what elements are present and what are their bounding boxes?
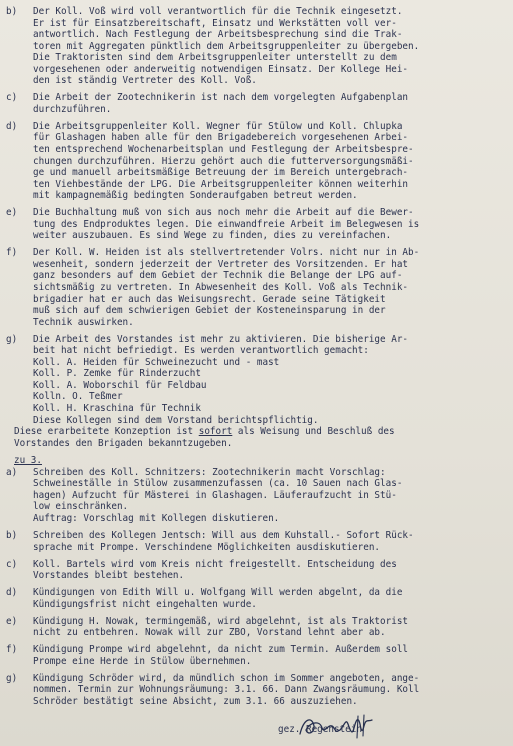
item-3d: d) Kündigungen von Edith Will u. Wolfgang Will werden abgelnt, da die Kündigungsfrist nicht eingehalten wurde. (6, 587, 403, 610)
item-3e: e) Kündigung H. Nowak, termingemäß, wird abgelehnt, ist als Traktorist nicht zu entbehren. Nowak will zur ZBO, Vorstand lehnt aber ab. (6, 615, 409, 639)
item-d: d) Die Arbeitsgruppenleiter Koll. Wegner für Stülow und Koll. Chlupka für Glashagen haben alle für den Brigadebereich vorgesehenen Arbei- ten entsprechend Wochenarbeitsplan und Festlegung der Arbeitsbespre- chungen durchzuführen. Hierzu gehört auch die futterversorgungsmäßi- ge und manuell arbeitsmäßige Betreuung der im Bereich untergebrach- ten Viehbestände der LPG. Die Arbeitsgruppenleiter können weiterhin mit kampagnemäßig bedingten Sonderaufgaben betreut werden. (6, 120, 414, 202)
section-heading: zu 3. (14, 455, 42, 467)
typed-text (6, 6, 508, 713)
item-3g: g) Kündigung Schröder wird, da mündlich schon im Sommer angeboten, ange- nommen. Termin zur Wohnungsräumung: 3.1. 66. Dann Zwangsräumung. Koll Schröder bestätigt seine Absicht, zum 3.1. 66 auszuziehen. (6, 672, 420, 708)
item-b: b) Der Koll. Voß wird voll verantwortlich für die Technik eingesetzt. Er ist für Einsatzbereitschaft, Einsatz und Werkstätten voll ver- antwortlich. Nach Festlegung der Arbeitsbesprechung sind die Trak- toren mit Aggregaten pünktlich dem Arbeitsgruppenleiter zu übergeben. Die Traktoristen sind dem Arbeitsgruppenleiter unterstellt zu dem vorgesehenen oder anderweitig notwendigen Einsatz. Der Kollege Hei- den ist ständig Vertreter des Koll. Voß. (6, 6, 420, 87)
conclusion: Diese erarbeitete Konzeption ist sofort als Weisung und Beschluß des Vorstandes den Brigaden bekanntzugeben. (14, 426, 395, 449)
item-e: e) Die Buchhaltung muß von sich aus noch mehr die Arbeit auf die Bewer- tung des Endproduktes legen. Die einwandfreie Arbeit im Belegwesen is weiter auszubauen. Es sind Wege zu finden, dies zu vereinfachen. (6, 207, 420, 242)
item-3c: c) Koll. Bartels wird vom Kreis nicht freigestellt. Entscheidung des Vorstandes bleibt bestehen. (6, 558, 397, 582)
item-g: g) Die Arbeit des Vorstandes ist mehr zu aktivieren. Die bisherige Ar- beit hat nicht befriedigt. Es werden verantwortlich gemacht: Koll. A. Heiden für Schweinezucht und - mast Koll. P. Zemke für Rinderzucht Koll. A. Woborschil für Feldbau Kolln. O. Teßmer Koll. H. Kraschina für Technik Diese Kollegen sind dem Vorstand berichtspflichtig. (6, 333, 409, 426)
item-f: f) Der Koll. W. Heiden ist als stellvertretender Volrs. nicht nur in Ab- wesenheit, sondern jederzeit der Vertreter des Vorsitzenden. Er hat ganz besonders auf dem Gebiet der Technik die Belange der LPG auf- sichtsmäßig zu vertreten. In Abwesenheit des Koll. Voß als Technik- brigadier hat er auch das Weisungsrecht. Gerade seine Tätigkeit muß sich auf dem schwierigen Gebiet der Kosteneinsparung in der Technik auswirken. (6, 247, 420, 328)
signature-line: gez. Regenstein (278, 724, 362, 735)
item-3a: a) Schreiben des Koll. Schnitzers: Zootechnikerin macht Vorschlag: Schweineställe in Stülow zusammenzufassen (ca. 10 Sauen nach Glas- hagen) Aufzucht für Mästerei in Glashagen. Läuferaufzucht in Stü- low einschränken. Auftrag: Vorschlag mit Kollegen diskutieren. (6, 466, 403, 524)
item-c: c) Die Arbeit der Zootechnikerin ist nach dem vorgelegten Aufgabenplan durchzuführen. (6, 92, 409, 115)
underlined-word: sofort (198, 426, 233, 438)
item-3f: f) Kündigung Prompe wird abgelehnt, da nicht zum Termin. Außerdem soll Prompe eine Herde in Stülow übernehmen. (6, 644, 409, 667)
item-3b: b) Schreiben des Kollegen Jentsch: Will aus dem Kuhstall.- Sofort Rück- sprache mit Prompe. Verschindene Möglichkeiten ausdiskutieren. (6, 529, 414, 553)
